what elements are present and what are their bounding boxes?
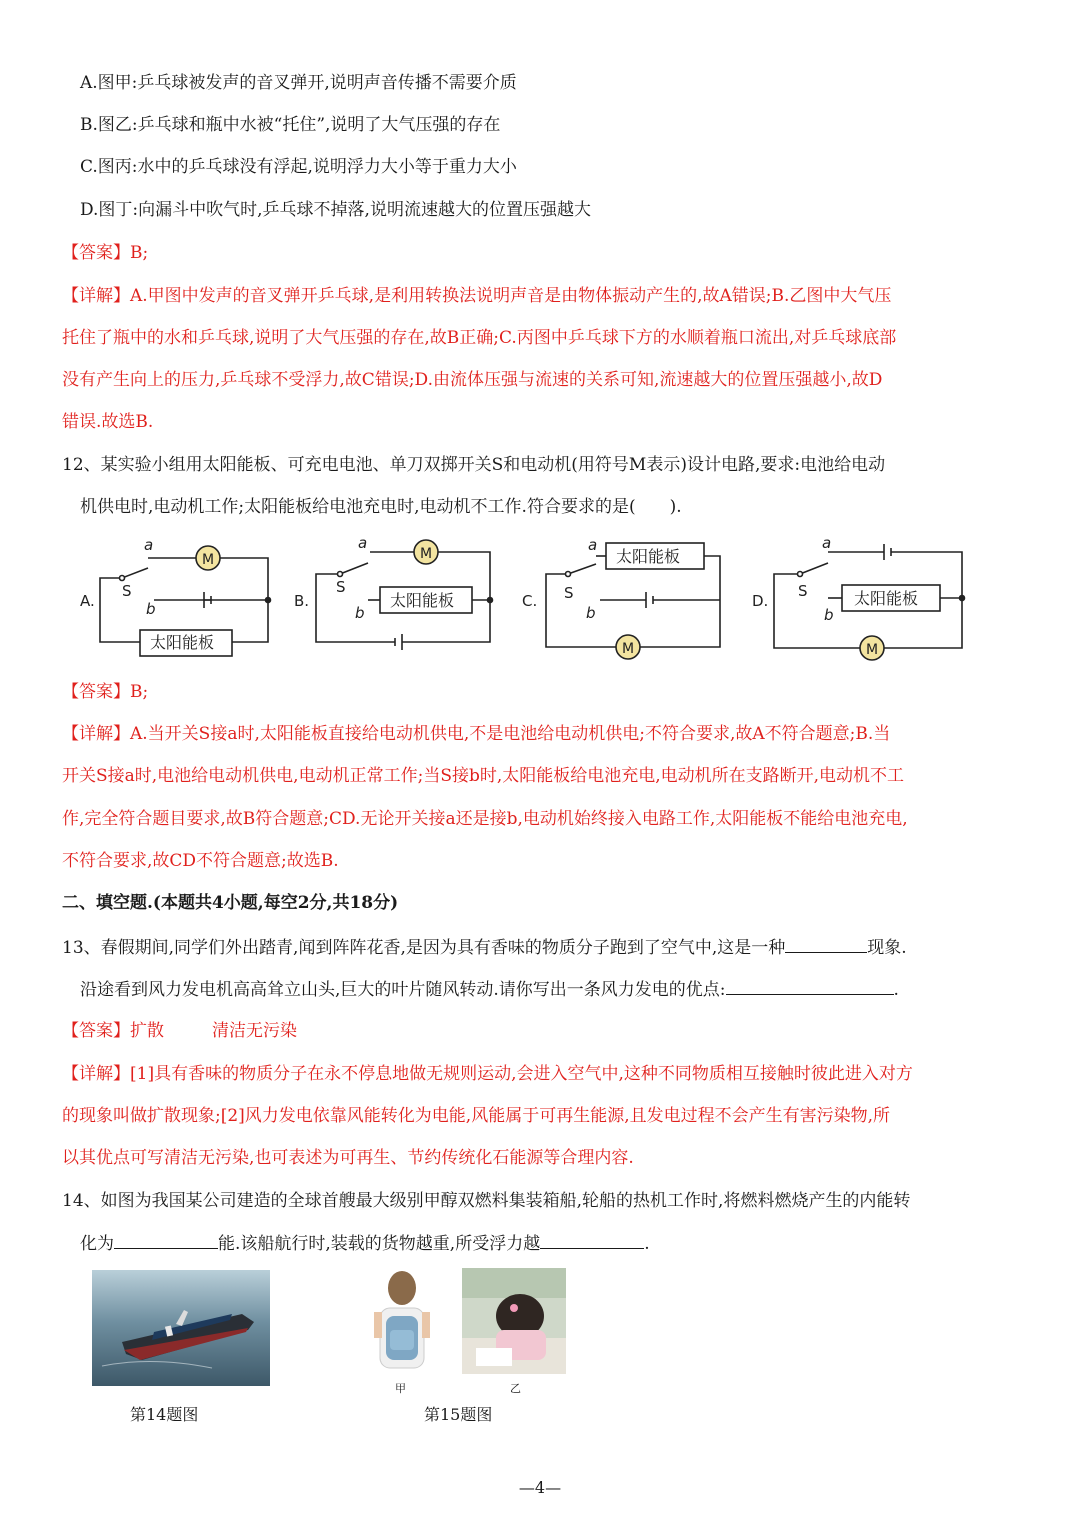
q14-stem-2c: . bbox=[644, 1234, 650, 1254]
circuit-b-terminal-b: b bbox=[355, 604, 365, 622]
q11-answer: 【答案】B; bbox=[62, 243, 149, 263]
circuit-c-label: C. bbox=[522, 592, 538, 610]
circuit-d-label: D. bbox=[752, 592, 769, 610]
q13-answer-1: 【答案】扩散 bbox=[62, 1021, 164, 1041]
q14-stem-2a: 化为 bbox=[80, 1234, 114, 1254]
circuit-c-switch: S bbox=[564, 584, 574, 602]
circuit-a-terminal-b: b bbox=[146, 600, 156, 618]
q14-stem-line-1: 14、如图为我国某公司建造的全球首艘最大级别甲醇双燃料集装箱船,轮船的热机工作时,将燃料燃烧产生的内能转 bbox=[62, 1191, 911, 1211]
circuit-b-solar-panel: 太阳能板 bbox=[390, 591, 455, 610]
circuit-b-terminal-a: a bbox=[358, 534, 368, 552]
circuit-c-motor: M bbox=[622, 641, 635, 657]
q14-blank-1 bbox=[114, 1232, 218, 1249]
container-ship-photo bbox=[92, 1270, 270, 1386]
q11-option-c: C.图丙:水中的乒乓球没有浮起,说明浮力大小等于重力大小 bbox=[80, 157, 517, 177]
section-2-heading: 二、填空题.(本题共4小题,每空2分,共18分) bbox=[62, 893, 399, 913]
q12-detail-line-3: 作,完全符合题目要求,故B符合题意;CD.无论开关接a还是接b,电动机始终接入电路工作,太阳能板不能给电池充电, bbox=[62, 809, 908, 829]
q11-option-a: A.图甲:乒乓球被发声的音叉弹开,说明声音传播不需要介质 bbox=[80, 73, 517, 93]
q13-stem-1a: 13、春假期间,同学们外出踏青,闻到阵阵花香,是因为具有香味的物质分子跑到了空气中,这是一种 bbox=[62, 938, 786, 958]
circuit-a-label: A. bbox=[80, 592, 95, 610]
q12-detail-line-1: 【详解】A.当开关S接a时,太阳能板直接给电动机供电,不是电池给电动机供电;不符合要求,故A不符合题意;B.当 bbox=[62, 724, 891, 744]
circuit-d-switch: S bbox=[798, 582, 808, 600]
circuit-a-terminal-a: a bbox=[144, 536, 154, 554]
figure-14-caption: 第14题图 bbox=[130, 1405, 199, 1424]
circuit-c-solar-panel: 太阳能板 bbox=[616, 547, 681, 566]
q11-option-b: B.图乙:乒乓球和瓶中水被“托住”,说明了大气压强的存在 bbox=[80, 115, 501, 135]
q14-stem-line-2 bbox=[80, 1232, 650, 1255]
circuit-c-terminal-b: b bbox=[586, 604, 596, 622]
q13-answer-2: 清洁无污染 bbox=[212, 1021, 297, 1041]
q12-detail-line-4: 不符合要求,故CD不符合题意;故选B. bbox=[62, 851, 339, 871]
q13-stem-line-2 bbox=[80, 978, 899, 1001]
q12-circuit-diagrams bbox=[70, 530, 1030, 665]
circuit-c-terminal-a: a bbox=[588, 536, 598, 554]
circuit-d-motor: M bbox=[866, 642, 879, 658]
q13-detail-line-2: 的现象叫做扩散现象;[2]风力发电依靠风能转化为电能,风能属于可再生能源,且发电过程不会产生有害污染物,所 bbox=[62, 1106, 891, 1126]
q12-stem-line-2: 机供电时,电动机工作;太阳能板给电池充电时,电动机不工作.符合要求的是( ). bbox=[80, 497, 682, 517]
circuit-b-motor: M bbox=[420, 546, 433, 562]
circuit-d-terminal-a: a bbox=[822, 534, 832, 552]
q14-blank-2 bbox=[540, 1232, 644, 1249]
q11-detail-line-3: 没有产生向上的压力,乒乓球不受浮力,故C错误;D.由流体压强与流速的关系可知,流速越大的位置压强越小,故D bbox=[62, 370, 883, 390]
q13-detail-line-3: 以其优点可写清洁无污染,也可表述为可再生、节约传统化石能源等合理内容. bbox=[62, 1148, 634, 1168]
circuit-a-motor: M bbox=[202, 552, 215, 568]
q13-blank-2 bbox=[726, 978, 894, 995]
circuit-d-solar-panel: 太阳能板 bbox=[854, 589, 919, 608]
q13-stem-2b: . bbox=[893, 980, 899, 1000]
q13-blank-1 bbox=[785, 936, 867, 953]
student-backpack-photo bbox=[366, 1268, 438, 1374]
q14-stem-2b: 能.该船航行时,装载的货物越重,所受浮力越 bbox=[218, 1234, 541, 1254]
student-writing-photo bbox=[462, 1268, 566, 1374]
q12-stem-line-1: 12、某实验小组用太阳能板、可充电电池、单刀双掷开关S和电动机(用符号M表示)设计电路,要求:电池给电动 bbox=[62, 455, 886, 475]
circuit-d-terminal-b: b bbox=[824, 606, 834, 624]
circuit-b-switch: S bbox=[336, 578, 346, 596]
q13-stem-2a: 沿途看到风力发电机高高耸立山头,巨大的叶片随风转动.请你写出一条风力发电的优点: bbox=[80, 980, 726, 1000]
q12-answer: 【答案】B; bbox=[62, 682, 149, 702]
q11-detail-line-2: 托住了瓶中的水和乒乓球,说明了大气压强的存在,故B正确;C.丙图中乒乓球下方的水顺着瓶口流出,对乒乓球底部 bbox=[62, 328, 897, 348]
q13-stem-line-1 bbox=[62, 936, 907, 959]
figure-label-yi: 乙 bbox=[510, 1382, 521, 1395]
q13-detail-line-1: 【详解】[1]具有香味的物质分子在永不停息地做无规则运动,会进入空气中,这种不同物质相互接触时彼此进入对方 bbox=[62, 1064, 913, 1084]
figure-15-caption: 第15题图 bbox=[424, 1405, 493, 1424]
q11-detail-line-1: 【详解】A.甲图中发声的音叉弹开乒乓球,是利用转换法说明声音是由物体振动产生的,故A错误;B.乙图中大气压 bbox=[62, 286, 892, 306]
figure-label-jia: 甲 bbox=[395, 1382, 406, 1395]
circuit-a-switch: S bbox=[122, 582, 132, 600]
q13-stem-1b: 现象. bbox=[867, 938, 907, 958]
circuit-a-solar-panel: 太阳能板 bbox=[150, 633, 215, 652]
q13-answer-line bbox=[62, 1020, 297, 1042]
q12-detail-line-2: 开关S接a时,电池给电动机供电,电动机正常工作;当S接b时,太阳能板给电池充电,电动机所在支路断开,电动机不工 bbox=[62, 766, 905, 786]
circuit-b-label: B. bbox=[294, 592, 310, 610]
q11-option-d: D.图丁:向漏斗中吹气时,乒乓球不掉落,说明流速越大的位置压强越大 bbox=[80, 200, 591, 220]
page-number: —4— bbox=[518, 1478, 562, 1497]
q11-detail-line-4: 错误.故选B. bbox=[62, 412, 154, 432]
